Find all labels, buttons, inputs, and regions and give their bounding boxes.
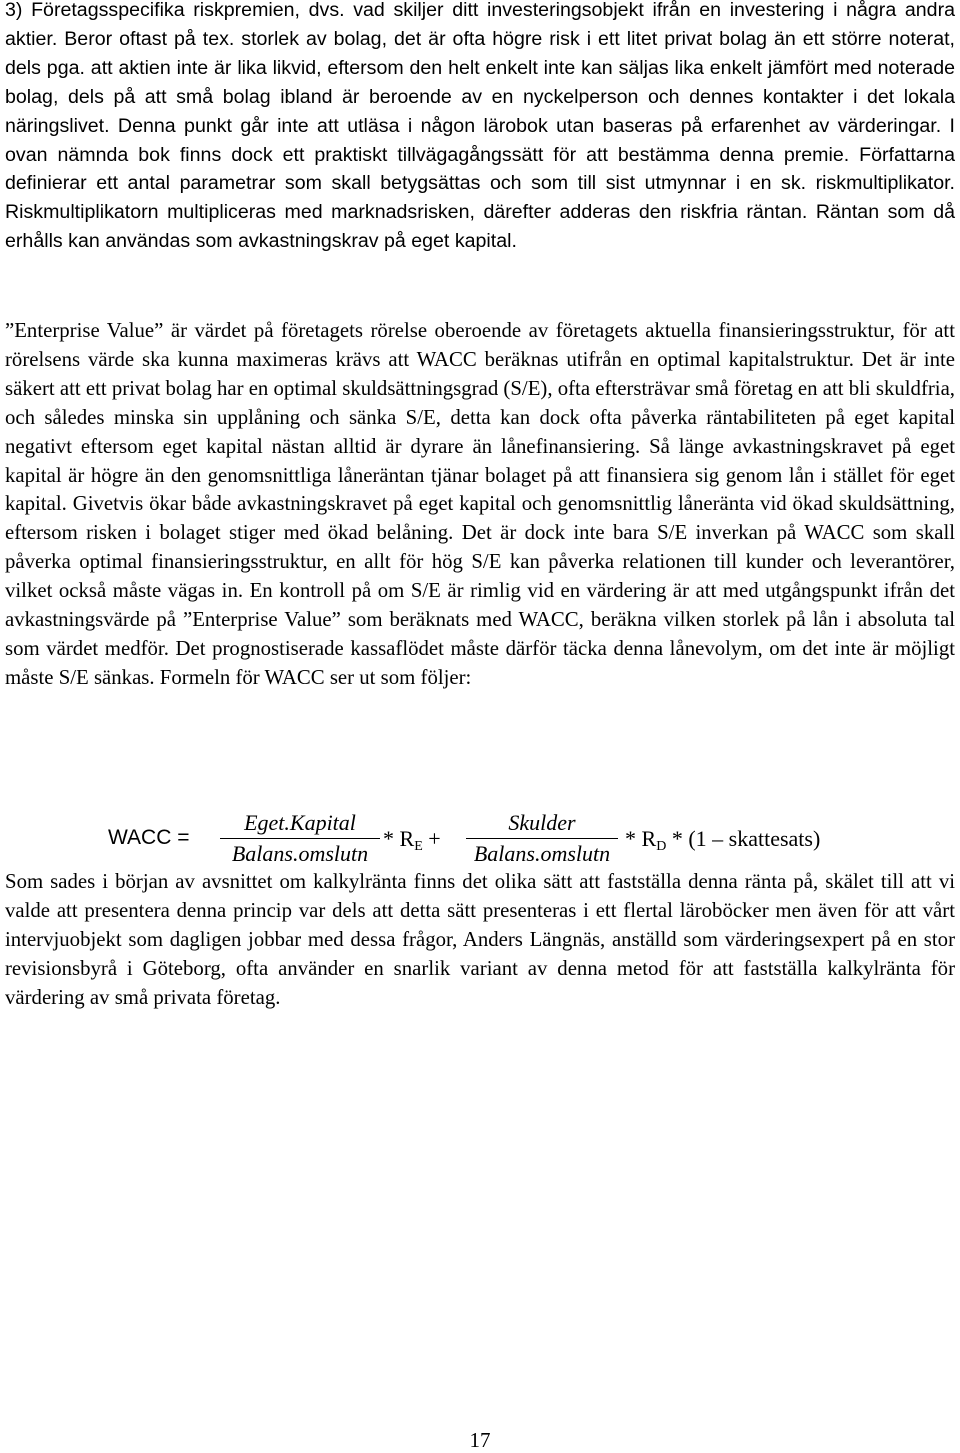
term-text: * R bbox=[383, 826, 415, 851]
paragraph-riskpremie: 3) Företagsspecifika riskpremien, dvs. vad skiljer ditt investeringsobjekt ifrån en investering i några andra aktier. Beror oftast på tex. storlek av bolag, det är ofta högre risk i ett litet privat bolag än ett större noterat, dels pga. att aktien inte är lika likvid, eftersom den helt enkelt inte kan säljas lika enkelt jämfört med noterade bolag, dels på att små bolag ibland är beroende av en nyckelperson och dennes kontakter i det lokala näringslivet. Denna punkt går inte att utläsa i någon lärobok utan baseras på erfarenhet av värderingar. I ovan nämnda bok finns dock ett praktiskt tillvägagångssätt för att bestämma denna premie. Författarna definierar ett antal parametrar som skall betygsättas och som till sist utmynnar i en sk. riskmultiplikator. Riskmultiplikatorn multipliceras med marknadsrisken, därefter adderas den riskfria räntan. Räntan som då erhålls kan användas som avkastningskrav på eget kapital. bbox=[5, 0, 955, 253]
term-text: + bbox=[422, 826, 441, 851]
fraction-denominator: Balans.omslutn bbox=[231, 841, 369, 866]
term-subscript: E bbox=[414, 839, 423, 854]
debt-cost-term bbox=[625, 826, 820, 855]
paragraph-enterprise-value: ”Enterprise Value” är värdet på företagets rörelse oberoende av företagets aktuella finansieringsstruktur, för att rörelsens värde ska kunna maximeras krävs att WACC beräknas utifrån en optimal kapitalstruktur. Det är inte säkert att ett privat bolag har en optimal skuldsättningsgrad (S/E), ofta eftersträvar små företag en att bli skuldfria, och således minska sin upplåning och sänka S/E, detta kan dock ofta påverka räntabiliteten på eget kapital negativt eftersom eget kapital nästan alltid är dyrare än lånefinansiering. Så länge avkastningskravet på eget kapital är högre än den genomsnittliga låneräntan tjänar bolaget på att finansiera sig genom lån i stället för eget kapital. Givetvis ökar både avkastningskravet på eget kapital och genomsnittlig låneränta vid ökad skuldsättning, eftersom risken i bolaget stiger med ökad belåning. Det är dock inte bara S/E inverkan på WACC som skall påverka optimal finansieringsstruktur, en allt för hög S/E kan påverka relationen till kunder och leverantörer, vilket också måste vägas in. En kontroll på om S/E är rimlig vid en värdering är att med utgångspunkt ifrån det avkastningsvärde på ”Enterprise Value” som beräknats med WACC, beräkna vilken storlek på lån i absoluta tal som värdet medför. Det prognostiserade kassaflödet måste därför täcka denna lånevolym, om det inte är möjligt måste S/E sänkas. Formeln för WACC ser ut som följer: bbox=[5, 319, 956, 689]
fraction-numerator: Eget.Kapital bbox=[244, 810, 356, 835]
formula-lhs: WACC = bbox=[108, 826, 190, 849]
page-number: 17 bbox=[469, 1428, 491, 1452]
term-text: * R bbox=[625, 826, 657, 851]
equity-return-term bbox=[383, 826, 441, 855]
debt-fraction bbox=[466, 808, 618, 869]
equity-fraction bbox=[220, 808, 380, 869]
fraction-denominator: Balans.omslutn bbox=[473, 841, 611, 866]
paragraph-kalkylranta: Som sades i början av avsnittet om kalkylränta finns det olika sätt att fastställa denna ränta på, skälet till att vi valde att presentera denna princip var dels att detta sätt presenteras i ett flertal läroböcker men även för att vårt intervjuobjekt som dagligen jobbar med dessa frågor, Anders Längnäs, anställd som värderingsexpert på en stor revisionsbyrå i Göteborg, ofta använder en snarlik variant av denna metod för att fastställa kalkylränta för värdering av små privata företag. bbox=[5, 870, 955, 1009]
term-text: * (1 – skattesats) bbox=[666, 826, 821, 851]
term-subscript: D bbox=[656, 839, 667, 854]
fraction-numerator: Skulder bbox=[508, 810, 576, 835]
